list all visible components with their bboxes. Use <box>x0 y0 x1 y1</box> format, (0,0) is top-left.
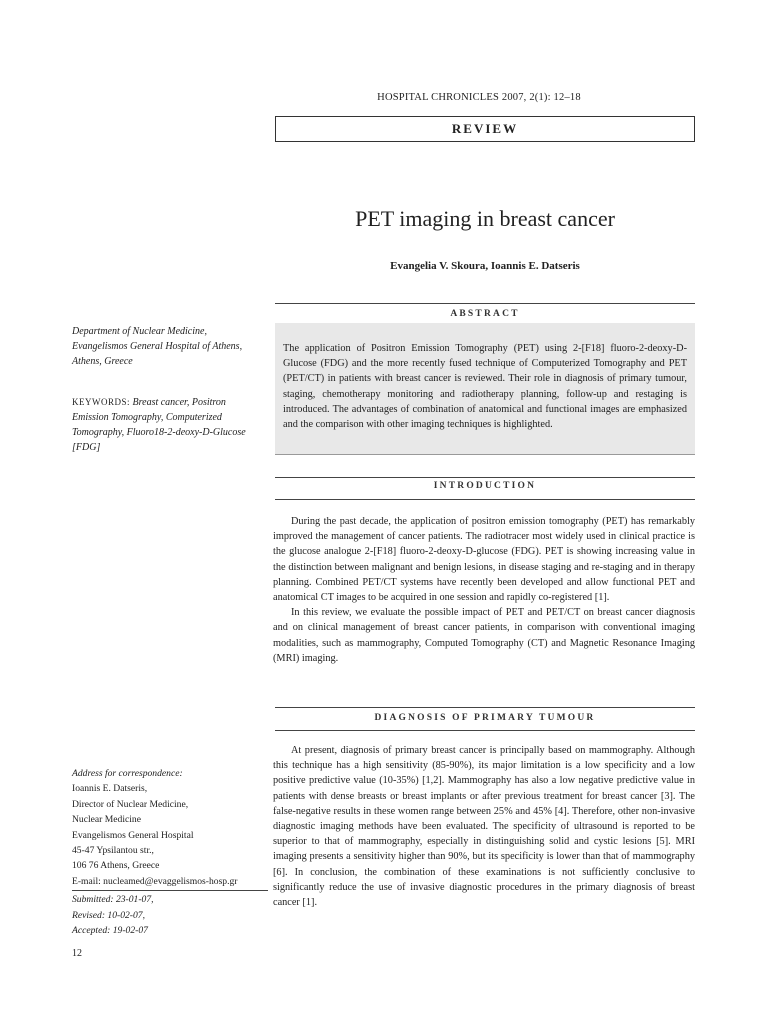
correspondence-email: E-mail: nucleamed@evaggelismos-hosp.gr <box>72 875 238 887</box>
correspondence-line: Nuclear Medicine <box>72 814 141 826</box>
introduction-body <box>273 514 695 666</box>
journal-citation: HOSPITAL CHRONICLES 2007, 2(1): 12–18 <box>377 92 581 103</box>
introduction-heading: INTRODUCTION <box>433 481 537 491</box>
article-authors: Evangelia V. Skoura, Ioannis E. Datseris <box>390 260 580 272</box>
affiliation: Department of Nuclear Medicine, Evangelismos General Hospital of Athens, Athens, Greece <box>72 326 243 367</box>
section-label-box <box>275 116 695 142</box>
correspondence-line: Director of Nuclear Medicine, <box>72 798 189 810</box>
introduction-paragraph: In this review, we evaluate the possible impact of PET and PET/CT on breast cancer diagnosis and on clinical management of breast cancer patients, in comparison with conventional imaging modalities, such as mammography, Computed Tomography (CT) and Magnetic Resonance Imaging (MRI) imaging. <box>273 607 695 664</box>
section-label: REVIEW <box>451 121 519 136</box>
submitted-date: Submitted: 23-01-07, <box>72 894 154 906</box>
correspondence-line: Evangelismos General Hospital <box>72 829 194 841</box>
correspondence-divider <box>72 890 268 891</box>
abstract-top-rule <box>275 303 695 304</box>
introduction-bottom-rule <box>275 499 695 500</box>
page-number: 12 <box>72 948 82 959</box>
abstract-heading: ABSTRACT <box>450 309 520 319</box>
introduction-top-rule <box>275 477 695 478</box>
correspondence-line: 106 76 Athens, Greece <box>72 860 160 872</box>
keywords-label: KEYWORDS: <box>72 397 130 407</box>
accepted-date: Accepted: 19-02-07 <box>72 925 148 937</box>
introduction-paragraph: During the past decade, the application of positron emission tomography (PET) has remarkably improved the management of cancer patients. The radiotracer most widely used in clinical practice is the glucose analogue 2-[F18] fluoro-2-deoxy-D-glucose (FDG). PET is showing increasing value in the distinction between malignant and benign lesions, in disease staging and re-staging and in therapy planning. Combined PET/CT systems have recently been developed and allow functional PET and anatomical CT images to be acquired in one session and rapidly co-registered [1]. <box>273 516 695 604</box>
abstract-box <box>275 323 695 455</box>
correspondence-line: 45-47 Ypsilantou str., <box>72 845 154 857</box>
article-title: PET imaging in breast cancer <box>355 206 615 231</box>
correspondence-label: Address for correspondence: <box>72 768 183 779</box>
diagnosis-paragraph: At present, diagnosis of primary breast cancer is principally based on mammography. Although this technique has a high sensitivity (85-90%), its major limitation is a low specificity and a low positive predictive value (10-35%) [1,2]. Mammography has also a low negative predictive value in patients with dense breasts or breast implants or after previous treatment for breast cancer [3]. The false-negative results in these women range between 25% and 45% [4]. Therefore, other non-invasive diagnostic imaging methods have been evaluated. The specificity of ultrasound is reported to be superior to that of mammography, especially in distinguishing solid and cystic lesions [5]. MRI imaging presents a sensitivity higher than 90%, but its specificity is lower than that of mammography [6]. In conclusion, the combination of these examinations is not sufficiently conclusive to significantly reduce the use of invasive diagnostic procedures in the primary diagnosis of breast cancer [1]. <box>273 745 695 909</box>
diagnosis-bottom-rule <box>275 730 695 731</box>
diagnosis-heading: DIAGNOSIS OF PRIMARY TUMOUR <box>374 713 596 723</box>
diagnosis-top-rule <box>275 707 695 708</box>
keywords-text: Breast cancer, Positron Emission Tomography, Computerized Tomography, Fluoro18-2-deoxy-D-Glucose [FDG] <box>72 397 246 453</box>
diagnosis-body <box>273 743 695 910</box>
correspondence-block <box>72 766 268 938</box>
revised-date: Revised: 10-02-07, <box>72 909 145 921</box>
correspondence-line: Ioannis E. Datseris, <box>72 783 148 795</box>
abstract-text: The application of Positron Emission Tomography (PET) using 2-[F18] fluoro-2-deoxy-D-Glucose (FDG) and the more recently fused technique of Computerized Tomography and PET (PET/CT) in patients with breast cancer is reviewed. Their role in diagnosis of primary tumour, staging, chemotherapy monitoring and radiotherapy planning, follow-up and restaging is introduced. The advantages of combination of anatomical and functional images are emphasized and the comparison with other imaging techniques is highlighted. <box>283 343 687 431</box>
keywords-block <box>72 395 262 455</box>
